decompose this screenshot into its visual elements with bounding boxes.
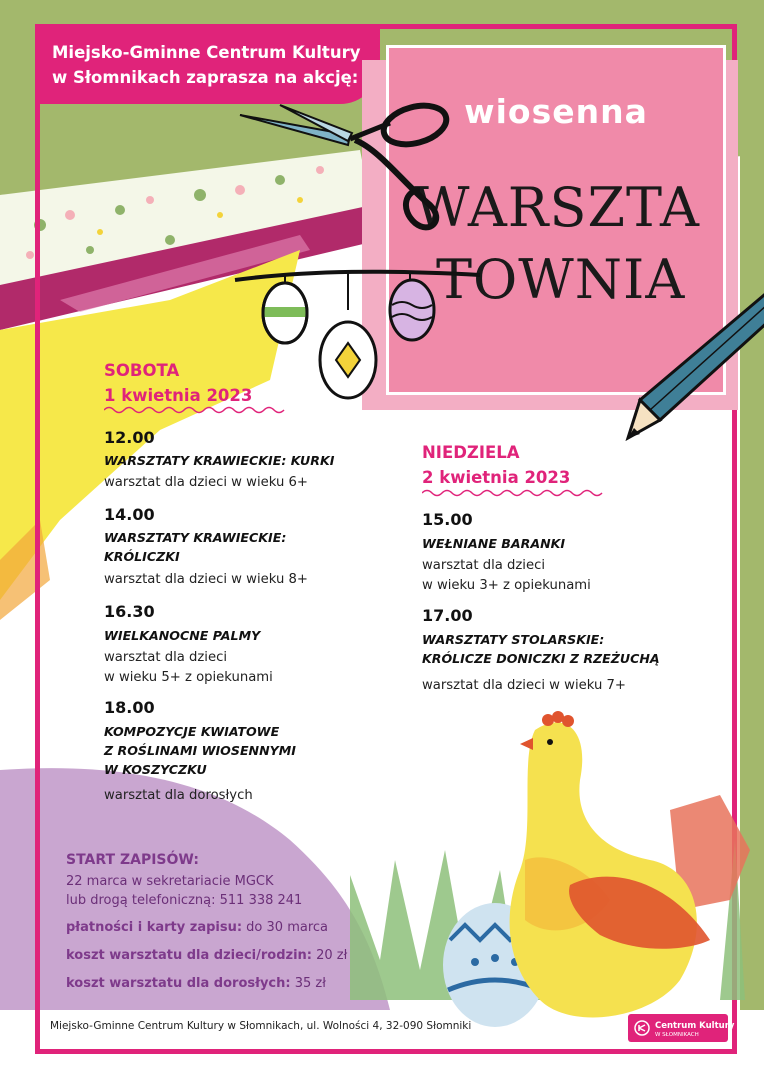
sat-name-4a: KOMPOZYCJE KWIATOWE (104, 724, 280, 739)
sat-name-1: WARSZTATY KRAWIECKIE: KURKI (104, 453, 335, 468)
hen-illustration (350, 700, 764, 1040)
pencil-icon (620, 290, 764, 450)
logo-text (655, 1022, 734, 1040)
sun-name-2b: KRÓLICZE DONICZKI Z RZEŻUCHĄ (422, 651, 660, 666)
sun-name-1: WEŁNIANE BARANKI (422, 536, 566, 551)
saturday-day: SOBOTA (104, 361, 180, 380)
info-kids-value: 20 zł (312, 948, 348, 963)
saturday-date: 1 kwietnia 2023 (104, 386, 253, 405)
info-payment-label: płatności i karty zapisu: (66, 920, 243, 935)
egg-garland (230, 255, 490, 415)
sunday-wave (422, 488, 606, 498)
sun-name-2a: WARSZTATY STOLARSKIE: (422, 632, 605, 647)
sat-time-2: 14.00 (104, 505, 155, 524)
info-adults-label: koszt warsztatu dla dorosłych: (66, 976, 291, 991)
sun-time-1: 15.00 (422, 510, 473, 529)
sat-time-1: 12.00 (104, 428, 155, 447)
sat-desc-3b: w wieku 5+ z opiekunami (104, 670, 273, 685)
sat-desc-3a: warsztat dla dzieci (104, 650, 227, 665)
sat-name-2a: WARSZTATY KRAWIECKIE: (104, 530, 287, 545)
info-kids-label: koszt warsztatu dla dzieci/rodzin: (66, 948, 312, 963)
sunday-date: 2 kwietnia 2023 (422, 468, 571, 487)
title-line1: WARSZTA (414, 176, 701, 239)
sat-name-2b: KRÓLICZKI (104, 549, 180, 564)
header-text (52, 40, 360, 90)
sat-name-4c: W KOSZYCZKU (104, 762, 207, 777)
sunday-day: NIEDZIELA (422, 443, 520, 462)
scissors-icon (230, 95, 460, 255)
sat-desc-4: warsztat dla dorosłych (104, 788, 253, 803)
sat-name-3: WIELKANOCNE PALMY (104, 628, 261, 643)
info-kids (66, 946, 347, 965)
info-adults-value: 35 zł (290, 976, 326, 991)
sun-desc-2: warsztat dla dzieci w wieku 7+ (422, 678, 626, 693)
title-line2: TOWNIA (436, 248, 686, 311)
sun-desc-1a: warsztat dla dzieci (422, 558, 545, 573)
sun-time-2: 17.00 (422, 606, 473, 625)
header-line1: Miejsko-Gminne Centrum Kultury (52, 43, 361, 62)
title-small: wiosenna (464, 92, 648, 131)
sat-time-4: 18.00 (104, 698, 155, 717)
footer-address: Miejsko-Gminne Centrum Kultury w Słomnikach, ul. Wolności 4, 32-090 Słomniki (50, 1020, 472, 1032)
info-payment (66, 918, 328, 937)
info-payment-value: do 30 marca (242, 920, 328, 935)
info-adults (66, 974, 326, 993)
logo-sub: W SŁOMNIKACH (655, 1032, 699, 1038)
info-line2: lub drogą telefoniczną: 511 338 241 (66, 893, 303, 908)
sat-desc-2: warsztat dla dzieci w wieku 8+ (104, 572, 308, 587)
header-line2: w Słomnikach zaprasza na akcję: (52, 68, 359, 87)
sat-time-3: 16.30 (104, 602, 155, 621)
sat-desc-1: warsztat dla dzieci w wieku 6+ (104, 475, 308, 490)
sun-desc-1b: w wieku 3+ z opiekunami (422, 578, 591, 593)
logo-name: Centrum Kultury (655, 1021, 735, 1031)
info-line1: 22 marca w sekretariacie MGCK (66, 874, 274, 889)
sat-name-4b: Z ROŚLINAMI WIOSENNYMI (104, 743, 296, 758)
saturday-wave (104, 405, 288, 415)
info-title: START ZAPISÓW: (66, 852, 200, 868)
logo-icon (634, 1020, 650, 1036)
